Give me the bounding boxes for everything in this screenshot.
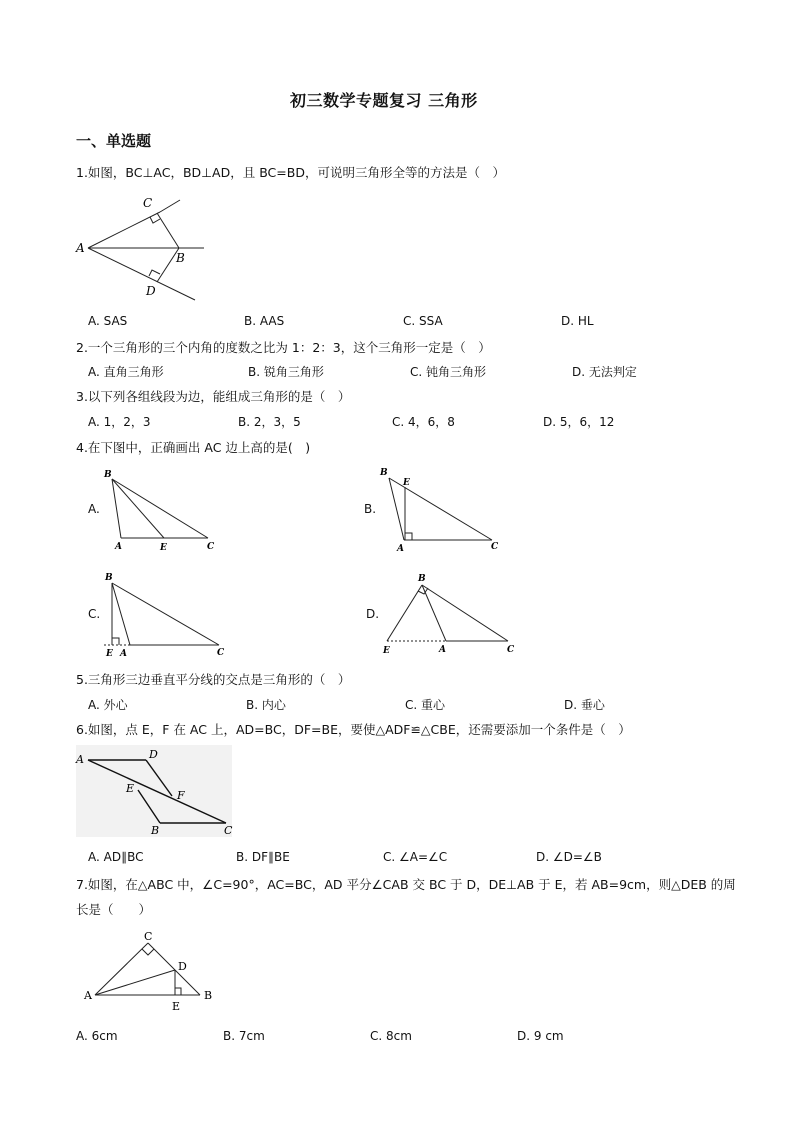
- q7-label-d: D: [178, 960, 187, 973]
- q1-label-d: D: [146, 284, 156, 298]
- q5-option-d[interactable]: D. 垂心: [564, 698, 605, 712]
- q6-label-a: A: [76, 753, 84, 766]
- q4d-label-a: A: [439, 645, 446, 655]
- q1-option-b[interactable]: B. AAS: [244, 314, 285, 328]
- q4d-label-c: C: [507, 645, 515, 655]
- q7-label-a: A: [84, 989, 92, 1002]
- q6-option-d[interactable]: D. ∠D=∠B: [536, 850, 602, 864]
- q6-label-b: B: [151, 824, 160, 837]
- q6-option-b[interactable]: B. DF∥BE: [236, 850, 290, 864]
- q3-option-a[interactable]: A. 1，2，3: [88, 415, 151, 429]
- q4b-label-b: B: [380, 468, 388, 478]
- q2-option-d[interactable]: D. 无法判定: [572, 365, 637, 379]
- q4b-label-a: A: [397, 544, 404, 554]
- q4-option-a[interactable]: A.: [88, 502, 100, 516]
- q2-option-b[interactable]: B. 锐角三角形: [248, 365, 324, 379]
- q4d-label-b: B: [418, 574, 426, 584]
- q7-option-a[interactable]: A. 6cm: [76, 1029, 118, 1043]
- q7-option-c[interactable]: C. 8cm: [370, 1029, 412, 1043]
- q6-option-c[interactable]: C. ∠A=∠C: [383, 850, 448, 864]
- question-7-stem-line2: 长是（ ）: [76, 902, 152, 917]
- q7-label-b: B: [204, 989, 213, 1002]
- q1-option-c[interactable]: C. SSA: [403, 314, 443, 328]
- question-4-stem: 4.在下图中，正确画出 AC 边上高的是( ): [76, 440, 311, 455]
- q7-option-d[interactable]: D. 9 cm: [517, 1029, 564, 1043]
- q4a-label-b: B: [104, 470, 112, 480]
- q6-label-e: E: [126, 782, 135, 795]
- q4c-label-b: B: [105, 573, 113, 583]
- q2-option-a[interactable]: A. 直角三角形: [88, 365, 164, 379]
- q4a-label-a: A: [115, 542, 122, 552]
- q1-option-d[interactable]: D. HL: [561, 314, 594, 328]
- q6-label-d: D: [149, 748, 158, 761]
- q3-option-d[interactable]: D. 5，6，12: [543, 415, 615, 429]
- q1-label-c: C: [143, 196, 153, 210]
- q4c-label-c: C: [217, 648, 225, 658]
- q1-label-b: B: [176, 251, 185, 265]
- q4b-label-c: C: [491, 542, 499, 552]
- q7-label-e: E: [172, 1000, 181, 1013]
- question-1-stem: 1.如图，BC⊥AC，BD⊥AD，且 BC=BD，可说明三角形全等的方法是（ ）: [76, 165, 505, 180]
- q4-option-c[interactable]: C.: [88, 607, 101, 621]
- q4-option-b[interactable]: B.: [364, 502, 377, 516]
- q5-option-a[interactable]: A. 外心: [88, 698, 128, 712]
- q5-option-c[interactable]: C. 重心: [405, 698, 446, 712]
- q4b-label-e: E: [403, 478, 410, 488]
- q2-option-c[interactable]: C. 钝角三角形: [410, 365, 487, 379]
- q6-option-a[interactable]: A. AD∥BC: [88, 850, 144, 864]
- q4c-label-e: E: [106, 649, 113, 659]
- q3-option-b[interactable]: B. 2，3，5: [238, 415, 301, 429]
- question-5-stem: 5.三角形三边垂直平分线的交点是三角形的（ ）: [76, 672, 351, 687]
- q6-label-c: C: [224, 824, 233, 837]
- q7-option-b[interactable]: B. 7cm: [223, 1029, 265, 1043]
- question-3-stem: 3.以下列各组线段为边，能组成三角形的是（ ）: [76, 389, 351, 404]
- q5-option-b[interactable]: B. 内心: [246, 698, 286, 712]
- q4-option-d[interactable]: D.: [366, 607, 380, 621]
- question-2-stem: 2.一个三角形的三个内角的度数之比为 1：2：3，这个三角形一定是（ ）: [76, 340, 491, 355]
- q1-label-a: A: [76, 241, 85, 255]
- q4a-label-e: E: [160, 543, 167, 553]
- q3-option-c[interactable]: C. 4，6，8: [392, 415, 455, 429]
- q1-option-a[interactable]: A. SAS: [88, 314, 128, 328]
- section-heading: 一、单选题: [76, 132, 152, 150]
- page-title: 初三数学专题复习 三角形: [290, 91, 478, 110]
- q7-label-c: C: [144, 930, 153, 943]
- question-7-stem-line1: 7.如图，在△ABC 中，∠C=90°，AC=BC，AD 平分∠CAB 交 BC 于 D，DE⊥AB 于 E，若 AB=9cm，则△DEB 的周: [76, 877, 736, 892]
- question-6-stem: 6.如图，点 E，F 在 AC 上，AD=BC，DF=BE，要使△ADF≌△CBE，还需要添加一个条件是（ ）: [76, 722, 631, 737]
- q4d-label-e: E: [383, 646, 390, 656]
- q4a-label-c: C: [207, 542, 215, 552]
- q4c-label-a: A: [120, 649, 127, 659]
- q6-label-f: F: [177, 789, 185, 802]
